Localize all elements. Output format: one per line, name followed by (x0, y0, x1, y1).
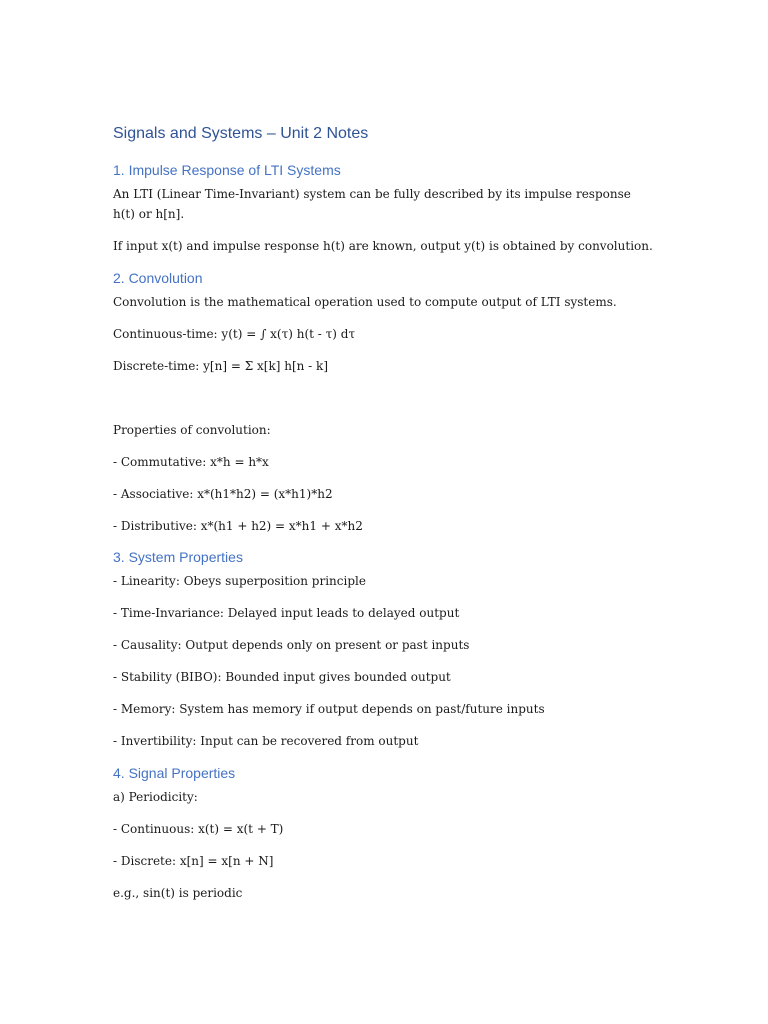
paragraph-periodicity-label: a) Periodicity: (113, 790, 198, 804)
paragraph-periodic-example: e.g., sin(t) is periodic (113, 886, 243, 900)
list-item-commutative: - Commutative: x*h = h*x (113, 455, 269, 469)
section-heading-convolution: 2. Convolution (113, 270, 203, 286)
list-item-stability: - Stability (BIBO): Bounded input gives bounded output (113, 670, 451, 684)
paragraph-properties-label: Properties of convolution: (113, 423, 271, 437)
list-item-linearity: - Linearity: Obeys superposition principle (113, 574, 366, 588)
section-heading-signal-properties: 4. Signal Properties (113, 765, 236, 781)
document-title: Signals and Systems – Unit 2 Notes (113, 125, 369, 142)
paragraph-convolution-definition: Convolution is the mathematical operation used to compute output of LTI systems. (113, 295, 617, 309)
list-item-associative: - Associative: x*(h1*h2) = (x*h1)*h2 (113, 487, 333, 501)
list-item-time-invariance: - Time-Invariance: Delayed input leads to delayed output (113, 606, 460, 620)
list-item-continuous-periodic: - Continuous: x(t) = x(t + T) (113, 822, 284, 836)
paragraph-lti-definition: An LTI (Linear Time-Invariant) system can be fully described by its impulse response h(t) or h[n]. (113, 187, 631, 221)
section-heading-impulse-response: 1. Impulse Response of LTI Systems (113, 162, 341, 178)
section-heading-system-properties: 3. System Properties (113, 549, 243, 565)
list-item-memory: - Memory: System has memory if output depends on past/future inputs (113, 702, 545, 716)
list-item-distributive: - Distributive: x*(h1 + h2) = x*h1 + x*h2 (113, 519, 363, 533)
list-item-causality: - Causality: Output depends only on present or past inputs (113, 638, 470, 652)
formula-continuous-time: Continuous-time: y(t) = ∫ x(τ) h(t - τ) dτ (113, 327, 356, 341)
list-item-discrete-periodic: - Discrete: x[n] = x[n + N] (113, 854, 274, 868)
paragraph-convolution-intro: If input x(t) and impulse response h(t) are known, output y(t) is obtained by convolution. (113, 239, 653, 253)
formula-discrete-time: Discrete-time: y[n] = Σ x[k] h[n - k] (113, 359, 328, 373)
list-item-invertibility: - Invertibility: Input can be recovered from output (113, 734, 419, 748)
